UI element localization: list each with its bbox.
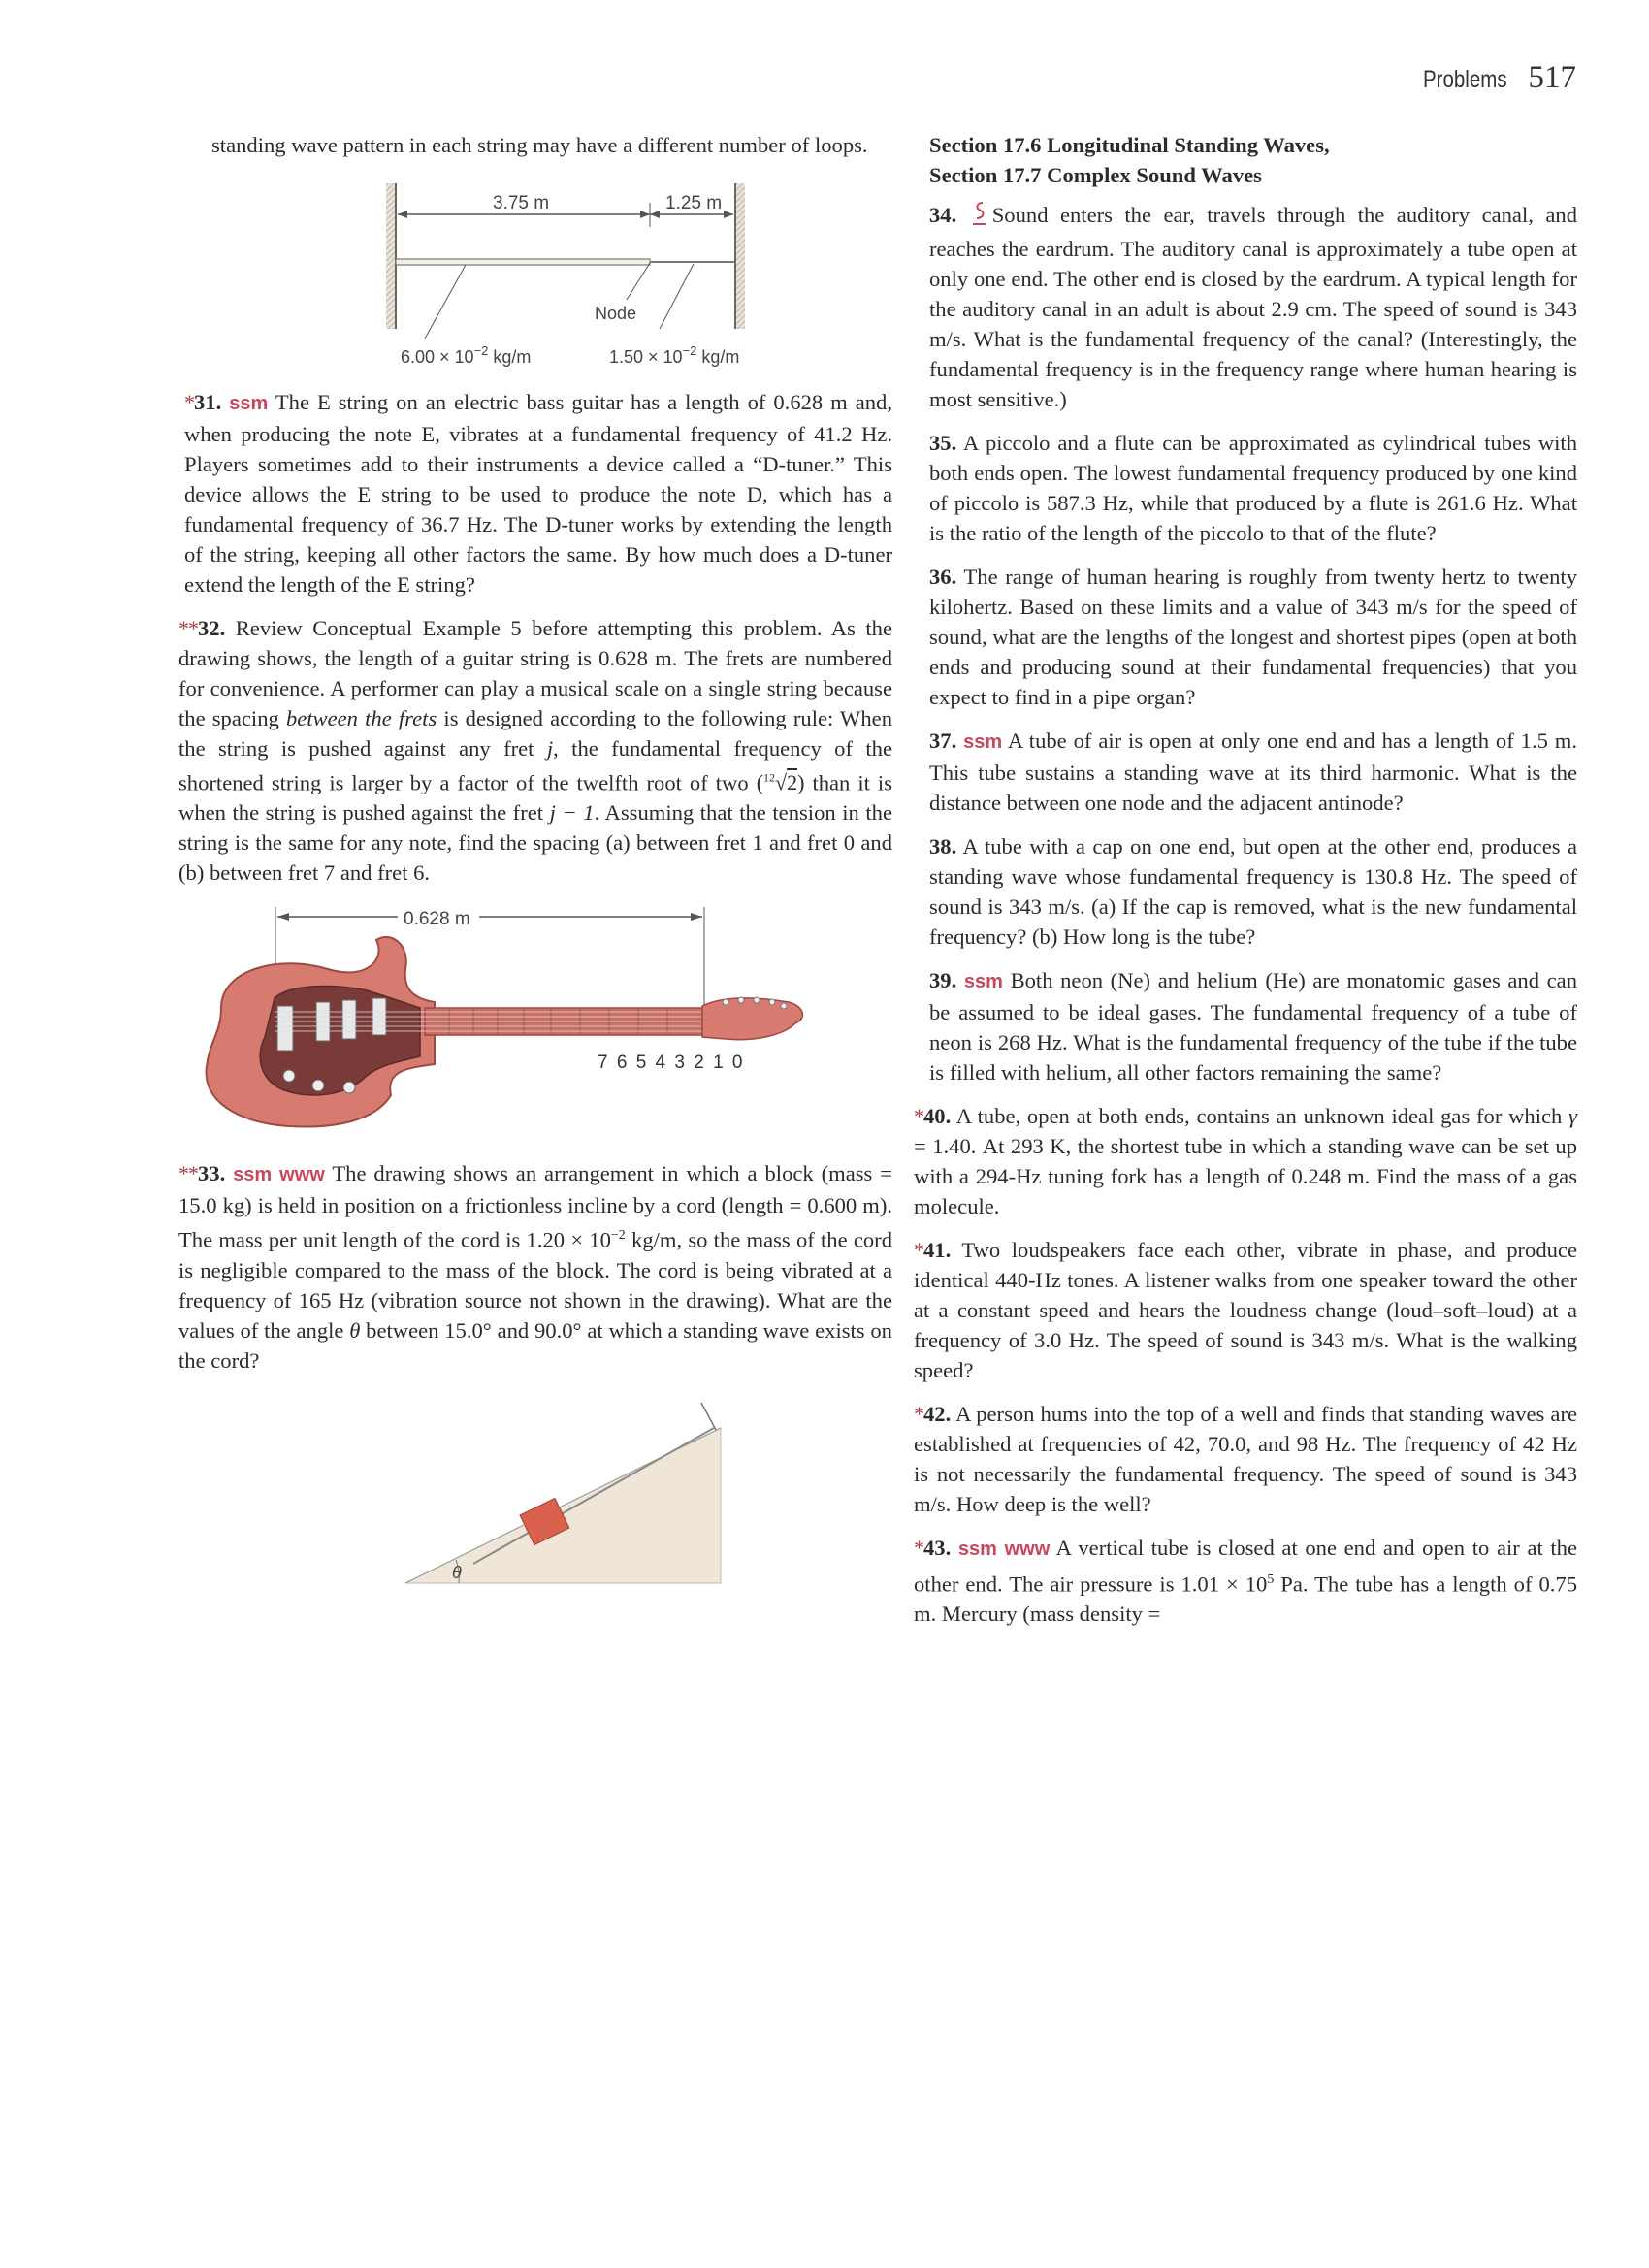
- intro-paragraph: standing wave pattern in each string may have a different number of loops.: [211, 133, 868, 157]
- left-wall: [386, 183, 396, 329]
- problem-37: 37. ssm A tube of air is open at only one end and has a length of 1.5 m. This tube sustains a standing wave at its third harmonic. What is the distance between one node and the adjacent antinode?: [929, 728, 1578, 815]
- running-head: [1405, 60, 1576, 96]
- problem-32: **32. Review Conceptual Example 5 before attempting this problem. As the drawing shows, the length of a guitar string is 0.628 m. The frets are numbered for convenience. A performer can play a musical scale on a single string because the spacing between the frets is designed according to the following rule: When the string is pushed against any fret j, the fundamental frequency of the shortened string is larger by a factor of the twelfth root of two ($^{12}$√2) than it is when the string is pushed against the fret j − 1. Assuming that the tension in the string is the same for any note, find the spacing (a) between fret 1 and fret 0 and (b) between fret 7 and fret 6.: [178, 616, 892, 886]
- biomedical-icon: [971, 201, 986, 234]
- problem-41: *41. Two loudspeakers face each other, vibrate in phase, and produce identical 440-Hz tones. A listener walks from one speaker toward the other at a constant speed and hears the loudness change (loud–soft–loud) at a frequency of 3.0 Hz. The speed of sound is 343 m/s. What is the walking speed?: [914, 1237, 1577, 1382]
- ssm-tag: ssm: [963, 730, 1003, 753]
- ssm-tag: ssm: [229, 393, 269, 414]
- problem-43: *43. ssm www A vertical tube is closed at one end and open to air at the other end. The air pressure is $1.01 \times 10^5$ Pa. The tube has a length of 0.75 m. Mercury (mass density =: [914, 1535, 1577, 1627]
- figure-guitar: [182, 901, 892, 1139]
- problem-31: *31. ssm The E string on an electric bass guitar has a length of 0.628 m and, when producing the note E, vibrates at a fundamental frequency of 41.2 Hz. Players sometimes add to their instruments a device called a “D-tuner.” This device allows the E string to be used to produce the note D, which has a fundamental frequency of 36.7 Hz. The D-tuner works by extending the length of the string, keeping all other factors the same. By how much does a D-tuner extend the length of the E string?: [184, 390, 892, 597]
- length-right-label: 1.25 m: [665, 193, 723, 213]
- section-heading: Section 17.6 Longitudinal Standing Waves, Section 17.7 Complex Sound Waves: [929, 133, 1330, 187]
- mass-left-label: $6.00 \times 10^{-2}$ kg/m: [401, 343, 532, 367]
- ssm-tag: ssm: [963, 970, 1003, 992]
- problem-33: **33. ssm www The drawing shows an arrangement in which a block (mass = 15.0 kg) is held in position on a frictionless incline by a cord (length = 0.600 m). The mass per unit length of the cord is $1.20 \times 10^{-2}$ kg/m, so the mass of the cord is negligible compared to the mass of the block. The cord is being vibrated at a frequency of 165 Hz (vibration source not shown in the drawing). What are the values of the angle θ between 15.0° and 90.0° at which a standing wave exists on the cord?: [178, 1161, 892, 1373]
- figure-two-strings: [211, 174, 892, 368]
- twelfth-root-expression: ($^{12}$√2): [756, 770, 805, 795]
- www-tag: www: [1004, 1538, 1051, 1560]
- guitar-length-label: 0.628 m: [404, 909, 470, 930]
- fret-numbers: 7 6 5 4 3 2 1 0: [598, 1053, 745, 1074]
- www-tag: www: [279, 1164, 325, 1186]
- figure-incline: [211, 1389, 892, 1603]
- problem-34: 34. Sound enters the ear, travels through the auditory canal, and reaches the eardrum. The auditory canal is approximately a tube open at only one end. The other end is closed by the eardrum. A typical length for the auditory canal in an adult is about 2.9 cm. The speed of sound is 343 m/s. What is the fundamental frequency of the canal? (Interestingly, the fundamental frequency is in the frequency range where human hearing is most sensitive.): [929, 200, 1577, 414]
- page-number: 517: [1528, 60, 1576, 95]
- right-wall: [735, 183, 745, 329]
- node-label: Node: [595, 304, 637, 323]
- mass-right-label: $1.50 \times 10^{-2}$ kg/m: [609, 343, 740, 367]
- problem-39: 39. ssm Both neon (Ne) and helium (He) are monatomic gases and can be assumed to be ideal gases. The fundamental frequency of a tube of neon is 268 Hz. What is the fundamental frequency of the tube if the tube is filled with helium, all other factors remaining the same?: [929, 967, 1577, 1085]
- angle-label: θ: [452, 1562, 462, 1582]
- problem-40: *40. A tube, open at both ends, contains an unknown ideal gas for which γ = 1.40. At 293 K, the shortest tube in which a standing wave can be set up with a 294-Hz tuning fork has a length of 0.248 m. Find the mass of a gas molecule.: [914, 1103, 1578, 1218]
- problem-35: 35. A piccolo and a flute can be approximated as cylindrical tubes with both ends open. The lowest fundamental frequency produced by one kind of piccolo is 587.3 Hz, while that produced by a flute is 261.6 Hz. What is the ratio of the length of the piccolo to that of the flute?: [929, 430, 1577, 545]
- ssm-tag: ssm: [957, 1538, 997, 1560]
- length-left-label: 3.75 m: [493, 193, 550, 213]
- heavy-string: [396, 259, 650, 265]
- problem-38: 38. A tube with a cap on one end, but open at the other end, produces a standing wave whose fundamental frequency is 130.8 Hz. The speed of sound is 343 m/s. (a) If the cap is removed, what is the new fundamental frequency? (b) How long is the tube?: [929, 833, 1577, 949]
- problem-36: 36. The range of human hearing is roughly from twenty hertz to twenty kilohertz. Based on these limits and a value of 343 m/s for the speed of sound, what are the lengths of the longest and shortest pipes (open at both ends and producing sound at their fundamental frequencies) that you expect to find in a pipe organ?: [929, 564, 1577, 709]
- running-head-section: Problems: [1422, 66, 1507, 93]
- left-column: [178, 130, 892, 1622]
- guitar-illustration: [182, 901, 861, 1139]
- incline-diagram: [211, 1389, 892, 1603]
- problem-42: *42. A person hums into the top of a well and finds that standing waves are established at frequencies of 42, 70.0, and 98 Hz. The frequency of 42 Hz is not necessarily the fundamental frequency. The speed of sound is 343 m/s. How deep is the well?: [914, 1401, 1577, 1516]
- two-strings-diagram: [211, 174, 892, 368]
- ssm-tag: ssm: [233, 1164, 273, 1186]
- guitar-headstock: [702, 998, 802, 1040]
- right-column: [914, 130, 1578, 1642]
